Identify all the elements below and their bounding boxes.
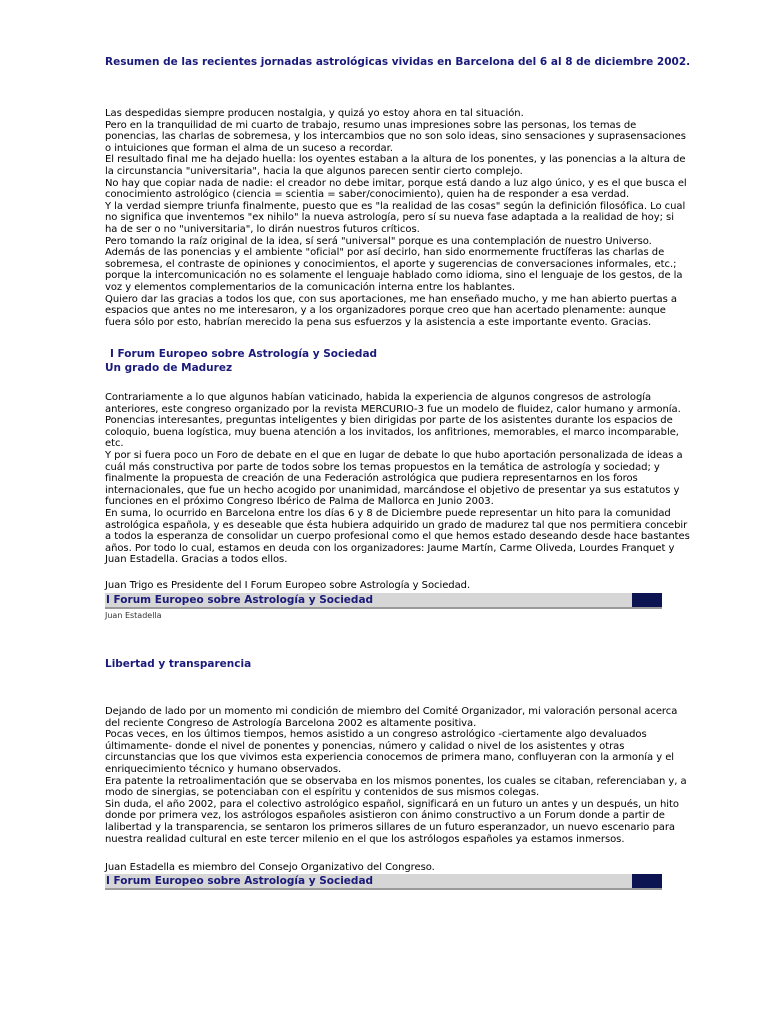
text-line: enriquecimiento técnico y humano observados.: [105, 763, 342, 775]
forum-link-label[interactable]: I Forum Europeo sobre Astrología y Sociedad: [106, 594, 374, 606]
section2-subheading: Libertad y transparencia: [105, 658, 252, 670]
forum-link-label[interactable]: I Forum Europeo sobre Astrología y Sociedad: [106, 875, 374, 887]
text-line: etc.: [105, 438, 124, 450]
text-line: Las despedidas siempre producen nostalgia, y quizá yo estoy ahora en tal situación.: [105, 108, 524, 119]
text-line: espacios que antes no me interesaron, y a los organizadores porque creo que han acertado plenamente: aunque: [105, 305, 666, 317]
bar-end-block: [632, 874, 662, 888]
text-line: anteriores, este congreso organizado por la revista MERCURIO-3 fue un modelo de fluidez, calor humano y armonía.: [105, 403, 681, 415]
page-title: Resumen de las recientes jornadas astrológicas vividas en Barcelona del 6 al 8 de diciembre 2002.: [105, 56, 691, 68]
text-line: astrológica española, y es deseable que ésta hubiera adquirido un grado de madurez tal que nos permitiera concebir: [105, 519, 688, 531]
text-line: no significa que inventemos "ex nihilo" la nueva astrología, pero sí su nueva fase adaptada a la realidad de hoy; si: [105, 212, 674, 224]
text-line: No hay que copiar nada de nadie: el creador no debe imitar, porque está dando a luz algo único, y es el que busca el: [105, 177, 687, 189]
forum-link-bar-2[interactable]: [105, 874, 662, 890]
text-line: Y por si fuera poco un Foro de debate en el que en lugar de debate lo que hubo aportación personalizada de ideas a: [105, 449, 683, 461]
section1-subheading: Un grado de Madurez: [105, 362, 233, 374]
text-line: modo de sinergias, se potenciaban con el espíritu y contenidos de sus mismos colegas.: [105, 787, 540, 799]
text-line: últimamente- donde el nivel de ponentes y ponencias, número y calidad o nivel de los asistentes y otras: [105, 740, 625, 752]
text-line: porque la intercomunicación no es solamente el lenguaje hablado como idioma, sino el lenguaje de los gestos, de la: [105, 270, 683, 282]
text-line: Sin duda, el año 2002, para el colectivo astrológico español, significará en un futuro un antes y un después, un hito: [105, 798, 679, 810]
section2-signature: Juan Estadella es miembro del Consejo Organizativo del Congreso.: [105, 862, 435, 873]
text-line: del reciente Congreso de Astrología Barcelona 2002 es altamente positiva.: [105, 717, 477, 729]
text-line: Pero tomando la raíz original de la idea, sí será "universal" porque es una contemplación de nuestro Universo.: [105, 235, 652, 247]
text-line: Además de las ponencias y el ambiente "oficial" por así decirlo, han sido enormemente fructíferas las charlas de: [105, 247, 665, 259]
text-line: años. Por todo lo cual, estamos en deuda con los organizadores: Jaume Martín, Carme Oliveda, Lourdes Franquet y: [105, 542, 675, 554]
text-line: En suma, lo ocurrido en Barcelona entre los días 6 y 8 de Diciembre puede representar un hito para la comunidad: [105, 507, 671, 519]
text-line: ha de ser o no "universitaria", lo dirán nuestros futuros críticos.: [105, 223, 420, 235]
text-line: Dejando de lado por un momento mi condición de miembro del Comité Organizador, mi valoración personal acerca: [105, 706, 678, 717]
text-line: sobremesa, el contraste de opiniones y conocimientos, el aporte y sugerencias de conversaciones informales, etc.;: [105, 258, 677, 270]
text-line: lalibertad y la transparencia, se sentaron los primeros sillares de un futuro esperanzador, un nuevo escenario para: [105, 821, 676, 833]
author-caption: Juan Estadella: [105, 611, 162, 620]
text-line: Contrariamente a lo que algunos habían vaticinado, habida la experiencia de algunos congresos de astrología: [105, 392, 652, 403]
section1-paragraphs: [105, 392, 690, 566]
text-line: finalmente la propuesta de creación de una Federación astrológica que pudiera representarnos en los foros: [105, 473, 638, 485]
text-line: fuera sólo por esto, habrían merecido la pena sus esfuerzos y la asistencia a este importante evento. Gracias.: [105, 316, 652, 328]
section2-paragraphs: [105, 706, 687, 845]
text-line: a todos la esperanza de consolidar un cuerpo profesional como el que hemos estado deseando desde hace bastantes: [105, 531, 690, 543]
forum-link-bar-1[interactable]: [105, 593, 662, 609]
text-line: Ponencias interesantes, preguntas inteligentes y bien dirigidas por parte de los asistentes durante los espacios de: [105, 415, 673, 427]
section1-heading: I Forum Europeo sobre Astrología y Sociedad: [110, 348, 378, 360]
intro-paragraphs: [105, 108, 687, 328]
section1-signature: Juan Trigo es Presidente del I Forum Europeo sobre Astrología y Sociedad.: [105, 580, 471, 591]
text-line: ponencias, las charlas de sobremesa, y los intercambios que no son solo ideas, sino sensaciones y suprasensaciones: [105, 131, 686, 143]
text-line: donde por primera vez, los astrólogos españoles asistieron con ánimo constructivo a un Forum donde a partir de: [105, 810, 665, 822]
text-line: nuestra realidad cultural en este tercer milenio en el que los astrólogos españoles ya estamos inmersos.: [105, 833, 625, 845]
text-line: funciones en el próximo Congreso Ibérico de Palma de Mallorca en Junio 2003.: [105, 496, 494, 508]
text-line: coloquio, buena logística, muy buena atención a los invitados, los anfitriones, memorables, el marco incomparable,: [105, 426, 679, 438]
text-line: Y la verdad siempre triunfa finalmente, puesto que es "la realidad de las cosas" según la definición filosófica. Lo cual: [105, 200, 686, 212]
text-line: voz y elementos complementarios de la comunicación interna entre los hablantes.: [105, 281, 515, 293]
text-line: conocimiento astrológico (ciencia = scientia = saber/conocimiento), quien ha de responder a esa verdad.: [105, 189, 630, 201]
text-line: Quiero dar las gracias a todos los que, con sus aportaciones, me han enseñado mucho, y me han abierto puertas a: [105, 293, 677, 305]
text-line: la circunstancia "universitaria", hacia la que algunos parecen sentir cierto complejo.: [105, 165, 523, 177]
text-line: Pero en la tranquilidad de mi cuarto de trabajo, resumo unas impresiones sobre las personas, los temas de: [105, 119, 637, 131]
text-line: o intuiciones que forman el alma de un suceso a recordar.: [105, 142, 393, 154]
text-line: El resultado final me ha dejado huella: los oyentes estaban a la altura de los ponentes, y las ponencias a la altura de: [105, 154, 686, 166]
text-line: Juan Estadella. Gracias a todos ellos.: [105, 554, 288, 566]
text-line: Pocas veces, en los últimos tiempos, hemos asistido a un congreso astrológico -ciertamente algo devaluados: [105, 729, 647, 741]
bar-end-block: [632, 593, 662, 607]
text-line: Era patente la retroalimentación que se observaba en los mismos ponentes, los cuales se citaban, referenciaban y, a: [105, 775, 687, 787]
text-line: circunstancias que los que vivimos esta experiencia conocemos de primera mano, confluyeran con la armonía y el: [105, 752, 675, 764]
text-line: cuál más constructiva por parte de todos sobre los temas propuestos en la temática de astrología y sociedad; y: [105, 461, 660, 473]
text-line: internacionales, que fue un hecho acogido por unanimidad, marcándose el objetivo de presentar ya sus estatutos y: [105, 484, 680, 496]
